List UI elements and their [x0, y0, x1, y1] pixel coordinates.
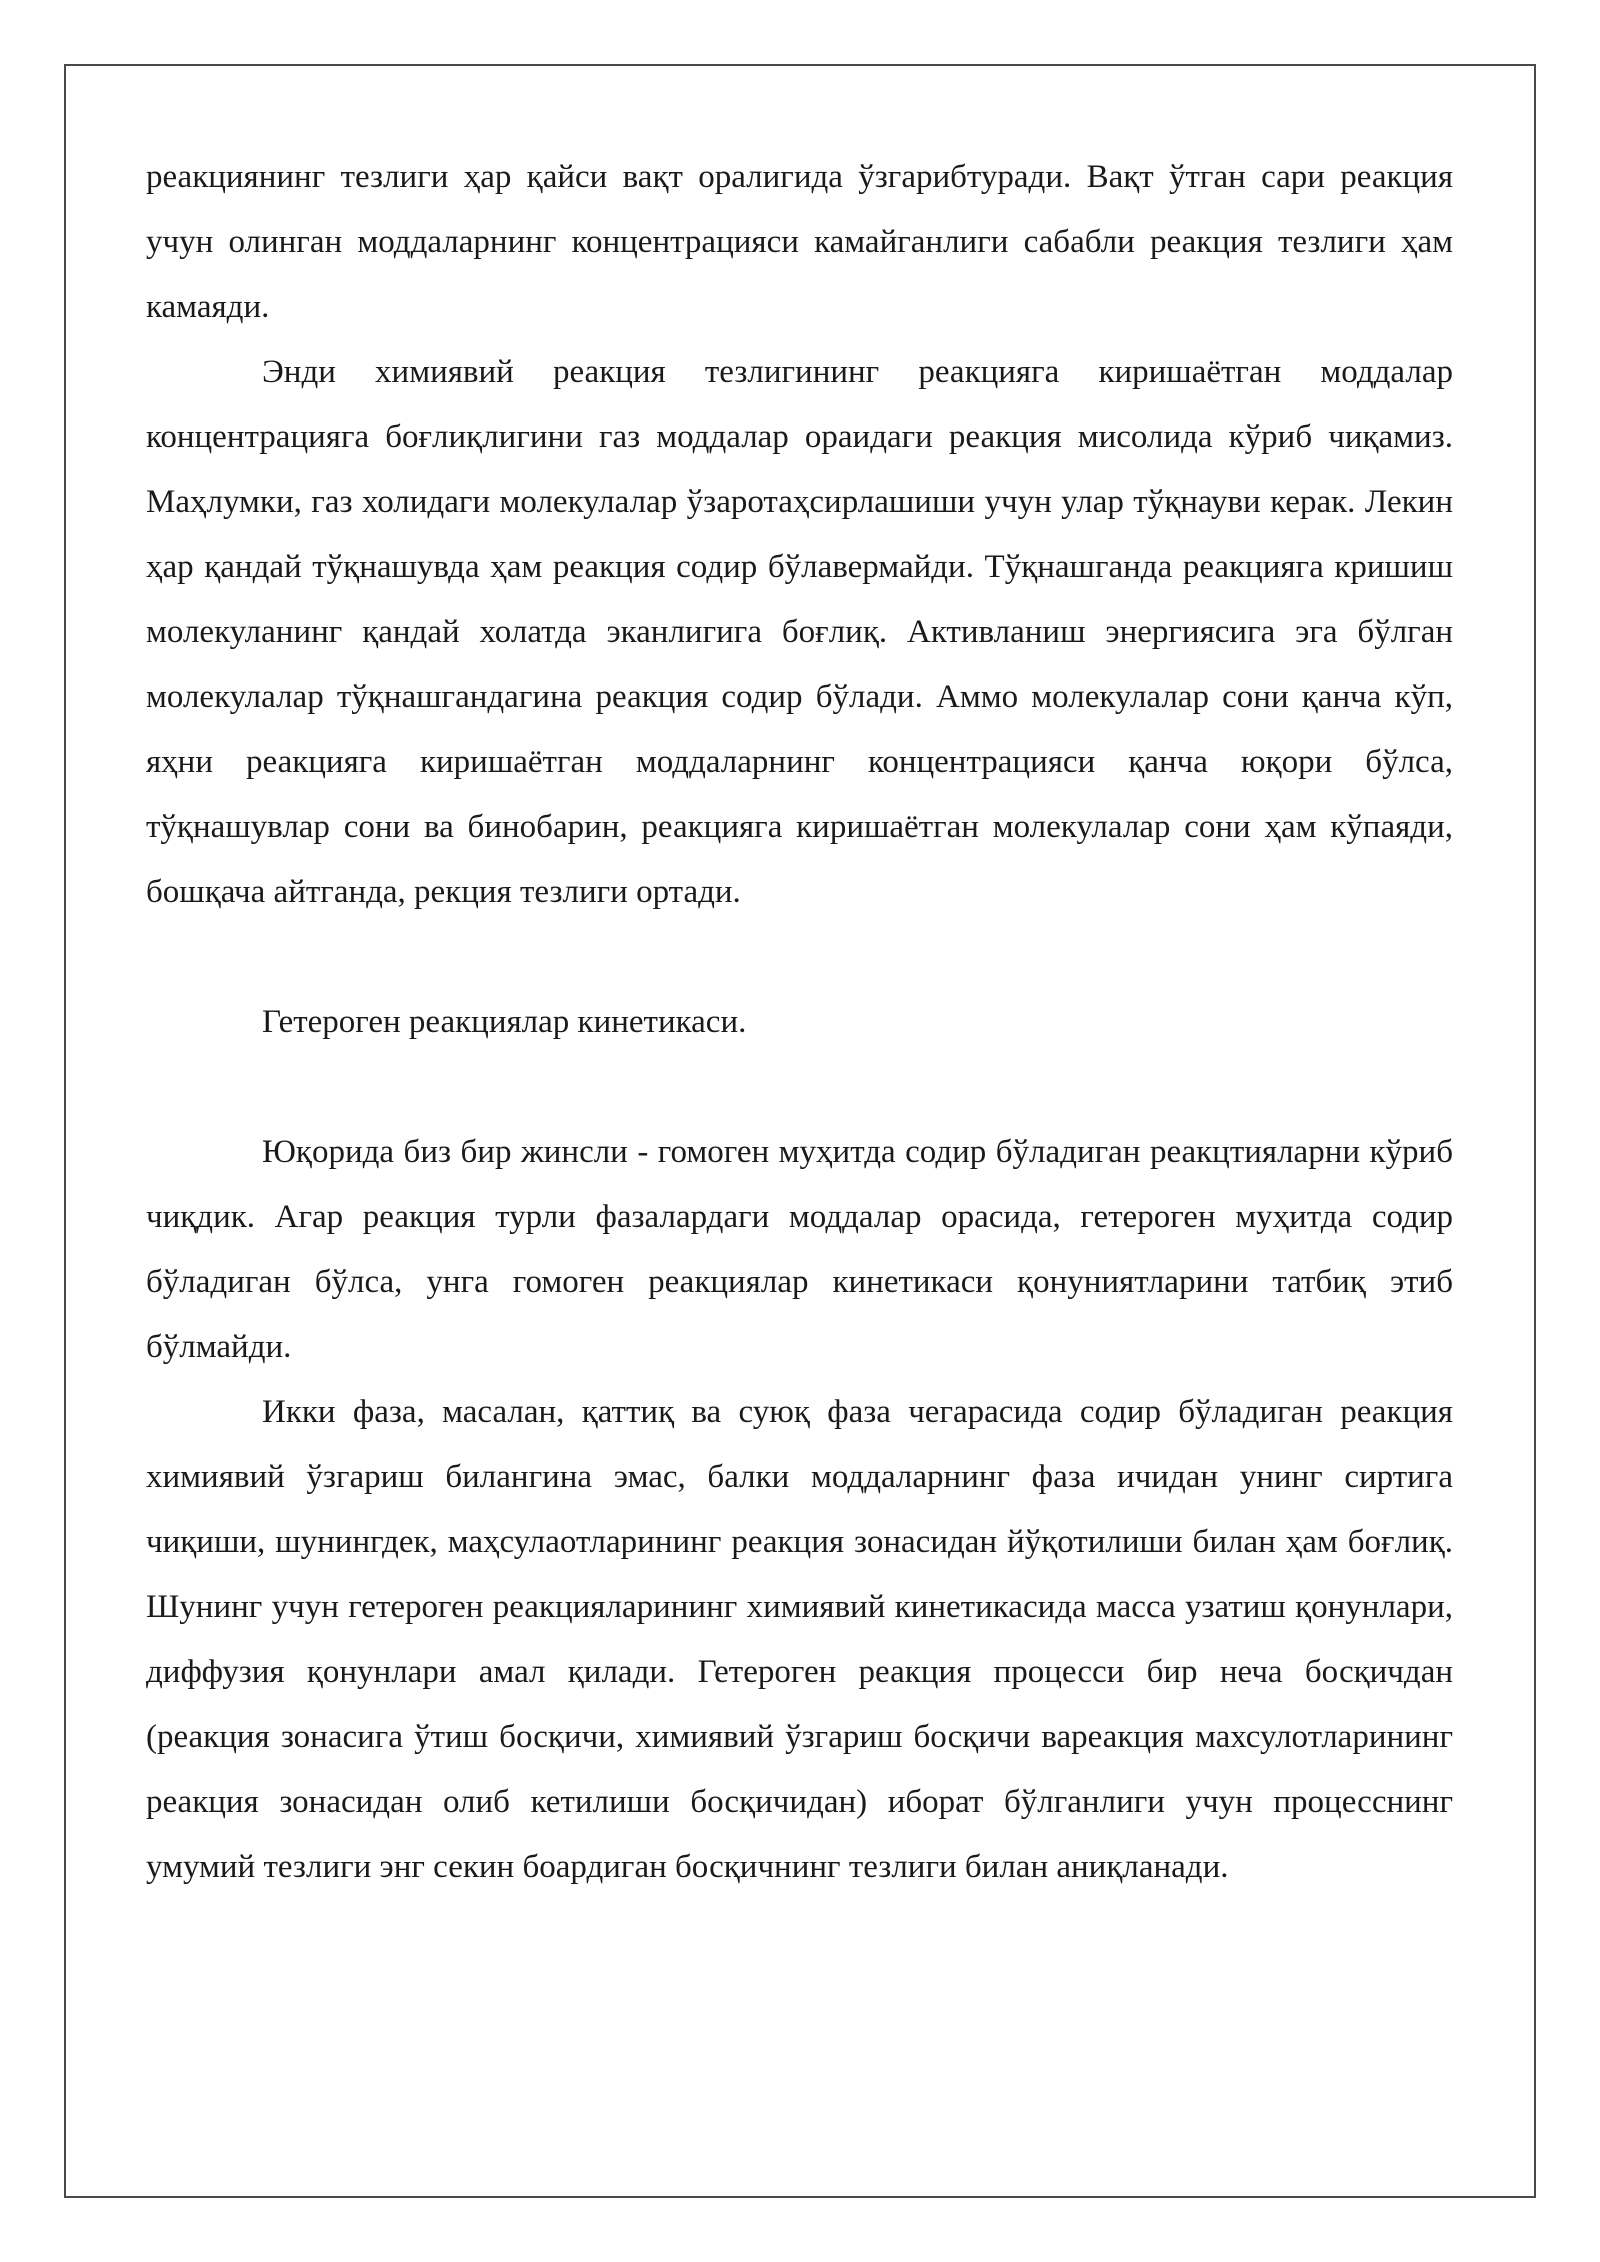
document-body: [146, 145, 1453, 1900]
section-heading: Гетероген реакциялар кинетикаси.: [262, 1004, 747, 1040]
paragraph-concentration: Энди химиявий реакция тезлигининг реакцияга киришаётган моддалар концентрацияга боғлиқлигини газ моддалар ораидаги реакция мисолида кўриб чиқамиз. Маҳлумки, газ холидаги молекулалар ўзаротаҳсирлашиши учун улар тўқнауви керак. Лекин ҳар қандай тўқнашувда ҳам реакция содир бўлавермайди. Тўқнашганда реакцияга кришиш молекуланинг қандай холатда эканлигига боғлиқ. Активланиш энергиясига эга бўлган молекулалар тўқнашгандагина реакция содир бўлади. Аммо молекулалар сони қанча кўп, яҳни реакцияга киришаётган моддаларнинг концентрацияси қанча юқори бўлса, тўқнашувлар сони ва бинобарин, реакцияга киришаётган молекулалар сони ҳам кўпаяди, бошқача айтганда, рекция тезлиги ортади.: [146, 354, 1453, 910]
paragraph-continuation: реакциянинг тезлиги ҳар қайси вақт оралигида ўзгарибтуради. Вақт ўтган сари реакция учун олинган моддаларнинг концентрацияси камайганлиги сабабли реакция тезлиги ҳам камаяди.: [146, 159, 1453, 325]
paragraph-two-phase: Икки фаза, масалан, қаттиқ ва суюқ фаза чегарасида содир бўладиган реакция химиявий ўзгариш билангина эмас, балки моддаларнинг фаза ичидан унинг сиртига чиқиши, шунингдек, маҳсулаотларининг реакция зонасидан йўқотилиши билан ҳам боғлиқ. Шунинг учун гетероген реакцияларининг химиявий кинетикасида масса узатиш қонунлари, диффузия қонунлари амал қилади. Гетероген реакция процесси бир неча босқичдан (реакция зонасига ўтиш босқичи, химиявий ўзгариш босқичи вареакция махсулотларининг реакция зонасидан олиб кетилиши босқичидан) иборат бўлганлиги учун процесснинг умумий тезлиги энг секин боардиган босқичнинг тезлиги билан аниқланади.: [146, 1394, 1453, 1885]
paragraph-homogeneous: Юқорида биз бир жинсли - гомоген муҳитда содир бўладиган реакцтияларни кўриб чиқдик. Агар реакция турли фазалардаги моддалар орасида, гетероген муҳитда содир бўладиган бўлса, унга гомоген реакциялар кинетикаси қонуниятларини татбиқ этиб бўлмайди.: [146, 1134, 1453, 1365]
